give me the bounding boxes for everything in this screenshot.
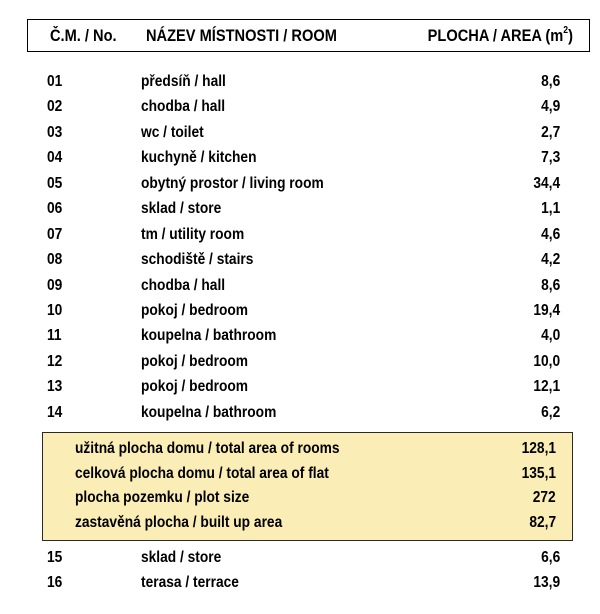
room-number: 09	[47, 277, 63, 294]
room-name: předsíň / hall	[141, 73, 226, 90]
room-name: chodba / hall	[141, 277, 226, 294]
summary-value: 272	[533, 489, 556, 506]
header-area-unit-superscript: 2	[563, 25, 569, 37]
room-number: 06	[47, 200, 63, 217]
summary-box	[42, 432, 573, 541]
room-name: chodba / hall	[141, 98, 226, 115]
room-area: 34,4	[533, 175, 560, 192]
room-name: koupelna / bathroom	[141, 327, 277, 344]
room-number: 02	[47, 98, 63, 115]
header-area-text: PLOCHA / AREA (m	[427, 26, 564, 45]
room-area: 4,2	[540, 251, 560, 268]
room-area: 10,0	[533, 353, 560, 370]
room-name: tm / utility room	[141, 226, 245, 243]
room-area: 4,0	[540, 327, 560, 344]
header-number-label: Č.M. / No.	[50, 26, 117, 45]
room-name: sklad / store	[141, 200, 222, 217]
room-name: sklad / store	[141, 549, 222, 566]
room-number: 10	[47, 302, 63, 319]
room-area: 13,9	[533, 574, 560, 591]
room-number: 13	[47, 378, 63, 395]
room-name: obytný prostor / living room	[141, 175, 324, 192]
room-number: 07	[47, 226, 63, 243]
room-area: 2,7	[540, 124, 560, 141]
summary-value: 128,1	[521, 440, 556, 457]
summary-label: celková plocha domu / total area of flat	[75, 465, 329, 482]
header-name-label: NÁZEV MÍSTNOSTI / ROOM	[146, 26, 337, 45]
room-name: pokoj / bedroom	[141, 378, 249, 395]
room-area: 12,1	[533, 378, 560, 395]
room-number: 15	[47, 549, 63, 566]
room-number: 11	[47, 327, 62, 344]
room-name: terasa / terrace	[141, 574, 239, 591]
room-number: 03	[47, 124, 63, 141]
room-area: 8,6	[540, 277, 560, 294]
room-number: 16	[47, 574, 63, 591]
room-number: 12	[47, 353, 63, 370]
room-number: 05	[47, 175, 63, 192]
room-area: 19,4	[533, 302, 560, 319]
room-area: 8,6	[540, 73, 560, 90]
header-area-close: )	[568, 26, 573, 45]
room-name: schodiště / stairs	[141, 251, 254, 268]
room-area: 1,1	[540, 200, 560, 217]
room-area: 4,9	[540, 98, 560, 115]
table-header	[27, 19, 590, 52]
summary-label: plocha pozemku / plot size	[75, 489, 250, 506]
room-name: koupelna / bathroom	[141, 404, 277, 421]
room-number: 04	[47, 149, 63, 166]
room-name: pokoj / bedroom	[141, 353, 249, 370]
room-area: 6,6	[540, 549, 560, 566]
summary-value: 135,1	[521, 465, 556, 482]
room-name: wc / toilet	[141, 124, 204, 141]
header-area-label	[428, 26, 573, 46]
summary-value: 82,7	[529, 514, 556, 531]
room-area: 6,2	[540, 404, 560, 421]
room-area: 7,3	[540, 149, 560, 166]
summary-label: zastavěná plocha / built up area	[75, 514, 283, 531]
room-name: pokoj / bedroom	[141, 302, 249, 319]
summary-label: užitná plocha domu / total area of rooms	[75, 440, 340, 457]
room-area: 4,6	[540, 226, 560, 243]
room-number: 08	[47, 251, 63, 268]
room-number: 14	[47, 404, 63, 421]
room-number: 01	[47, 73, 63, 90]
room-name: kuchyně / kitchen	[141, 149, 257, 166]
